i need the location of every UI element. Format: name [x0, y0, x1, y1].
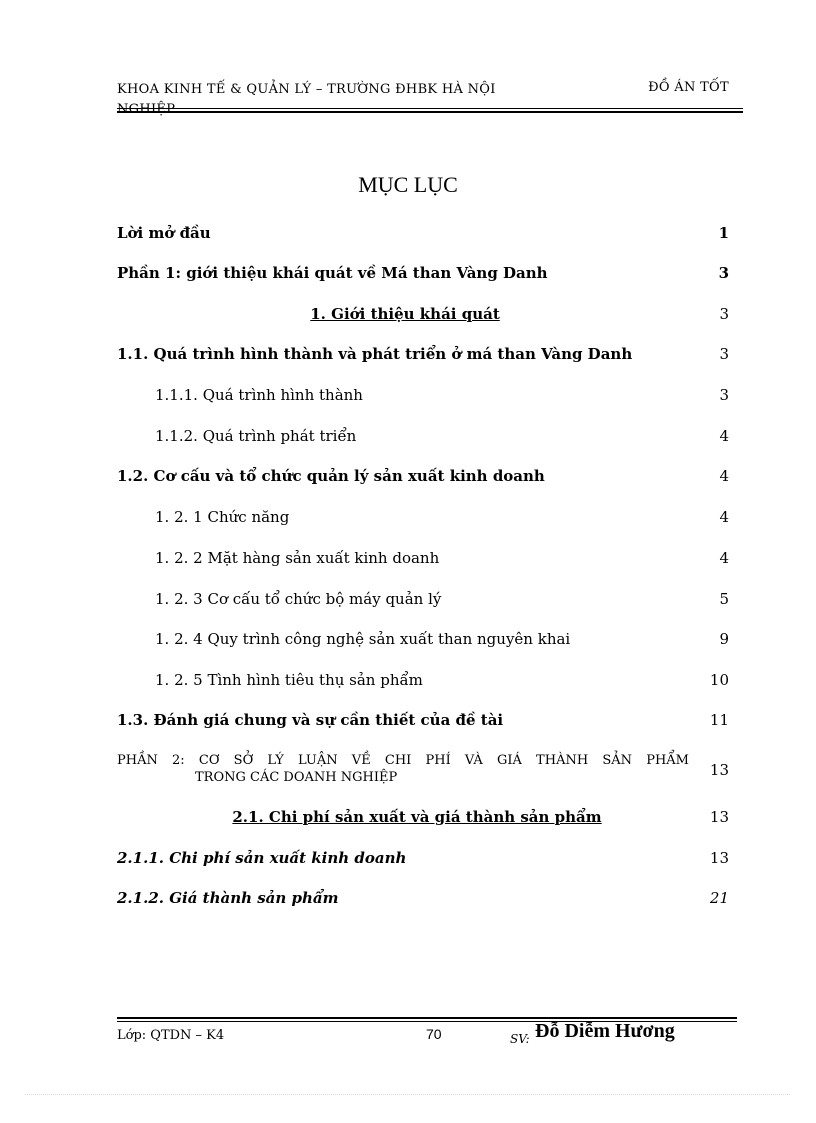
toc-entry-page: 3 [719, 345, 729, 363]
toc-entry[interactable] [117, 305, 729, 329]
toc-entry-label-line1: PHẦN 2: CƠ SỞ LÝ LUẬN VỀ CHI PHÍ VÀ GIÁ THÀNH SẢN PHẨM [117, 753, 689, 768]
toc-entry-page: 4 [719, 427, 729, 445]
toc-entry[interactable] [117, 630, 729, 654]
toc-entry-label: Lời mở đầu [117, 224, 211, 242]
toc-entry-page: 4 [719, 549, 729, 567]
toc-entry-label: 1. 2. 3 Cơ cấu tổ chức bộ máy quản lý [155, 590, 442, 608]
toc-entry-page: 13 [709, 849, 729, 867]
footer-page-number: 70 [426, 1026, 442, 1042]
header-doc-type: ĐỒ ÁN TỐT [648, 80, 729, 95]
toc-entry[interactable] [117, 590, 729, 614]
toc-entry[interactable] [117, 849, 729, 873]
header-rule-thick [117, 111, 743, 113]
toc-entry-label: 2.1.2. Giá thành sản phẩm [117, 889, 339, 907]
toc-entry-page: 11 [709, 711, 729, 729]
toc-entry-page: 10 [709, 671, 729, 689]
toc-entry[interactable] [117, 386, 729, 410]
toc-entry-page: 3 [719, 386, 729, 404]
toc-entry-label: 1. 2. 1 Chức năng [155, 508, 290, 526]
toc-entry-page: 13 [709, 761, 729, 779]
toc-entry[interactable] [117, 508, 729, 532]
toc-entry-page: 1 [718, 224, 729, 242]
toc-entry-label-line2: TRONG CÁC DOANH NGHIỆP [195, 770, 398, 785]
toc-entry-label: 1. 2. 2 Mặt hàng sản xuất kinh doanh [155, 549, 440, 567]
toc-entry-page: 9 [719, 630, 729, 648]
toc-entry[interactable] [117, 264, 729, 288]
footer-student-name: Đỗ Diễm Hương [535, 1020, 675, 1042]
toc-entry-page: 13 [709, 808, 729, 826]
toc-entry-label: 2.1. Chi phí sản xuất và giá thành sản phẩm [232, 808, 602, 826]
toc-entry[interactable] [117, 427, 729, 451]
toc-entry-label: 1.1.2. Quá trình phát triển [155, 427, 357, 445]
toc-entry-label: 1.3. Đánh giá chung và sự cần thiết của đề tài [117, 711, 504, 729]
toc-entry-label: 2.1.1. Chi phí sản xuất kinh doanh [117, 849, 407, 867]
toc-entry-label: 1. 2. 4 Quy trình công nghệ sản xuất than nguyên khai [155, 630, 571, 648]
toc-entry-page: 4 [719, 467, 729, 485]
toc-entry[interactable] [117, 711, 729, 735]
toc-entry-label: 1.2. Cơ cấu và tổ chức quản lý sản xuất kinh doanh [117, 467, 545, 485]
toc-entry-label: 1.1. Quá trình hình thành và phát triển ở má than Vàng Danh [117, 345, 633, 363]
toc-entry[interactable] [117, 808, 729, 832]
toc-entry-label: 1. Giới thiệu khái quát [310, 305, 500, 323]
page-title: MỤC LỤC [358, 172, 458, 197]
toc-entry-label: Phần 1: giới thiệu khái quát về Má than Vàng Danh [117, 264, 548, 282]
toc-entry-page: 21 [709, 889, 729, 907]
toc-entry[interactable] [117, 467, 729, 491]
toc-entry-page: 5 [719, 590, 729, 608]
toc-entry-page: 3 [719, 305, 729, 323]
toc-entry[interactable] [117, 671, 729, 695]
footer-sv-label: SV: [510, 1032, 530, 1046]
toc-entry[interactable] [117, 224, 729, 248]
toc-entry-page: 3 [718, 264, 729, 282]
footer-rule-thick [117, 1017, 737, 1019]
header-rule [117, 108, 743, 109]
footer-class: Lớp: QTDN – K4 [117, 1028, 225, 1043]
toc-entry-label: 1. 2. 5 Tình hình tiêu thụ sản phẩm [155, 671, 423, 689]
toc-entry[interactable] [117, 549, 729, 573]
toc-entry[interactable] [117, 345, 729, 369]
toc-entry[interactable] [117, 889, 729, 913]
header-institution: KHOA KINH TẾ & QUẢN LÝ – TRƯỜNG ĐHBK HÀ NỘI NGHIỆP [117, 82, 496, 117]
toc-entry-label: 1.1.1. Quá trình hình thành [155, 386, 363, 404]
toc-entry-page: 4 [719, 508, 729, 526]
toc-entry-label [117, 752, 689, 786]
page-edge-divider [25, 1094, 790, 1095]
